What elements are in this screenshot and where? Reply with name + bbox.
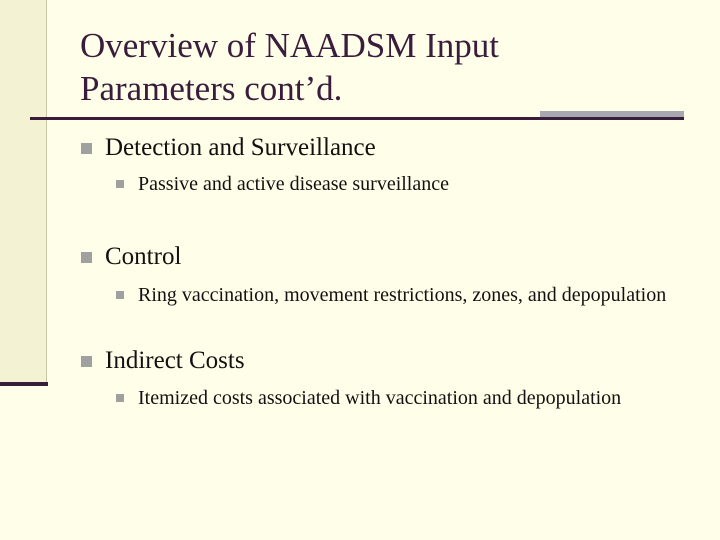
square-bullet-icon [81,252,92,263]
bullet-heading: Control [105,243,182,270]
sub-bullet-text: Passive and active disease surveillance [138,173,449,195]
bullet-heading: Detection and Surveillance [105,134,376,161]
title-rule [30,117,684,120]
square-bullet-icon [81,356,92,367]
sidebar-accent-bar [0,382,48,386]
square-bullet-icon [116,394,124,402]
square-bullet-icon [116,180,124,188]
square-bullet-icon [116,291,124,299]
slide-title-line-2: Parameters cont’d. [80,69,343,108]
slide-title [80,24,499,110]
sub-bullet-text: Itemized costs associated with vaccination and depopulation [138,387,622,409]
square-bullet-icon [81,143,92,154]
slide-title-line-1: Overview of NAADSM Input [80,26,499,65]
bullet-heading: Indirect Costs [105,347,245,374]
decorative-sidebar [0,0,47,382]
sub-bullet-text: Ring vaccination, movement restrictions, zones, and depopulation [138,284,667,306]
